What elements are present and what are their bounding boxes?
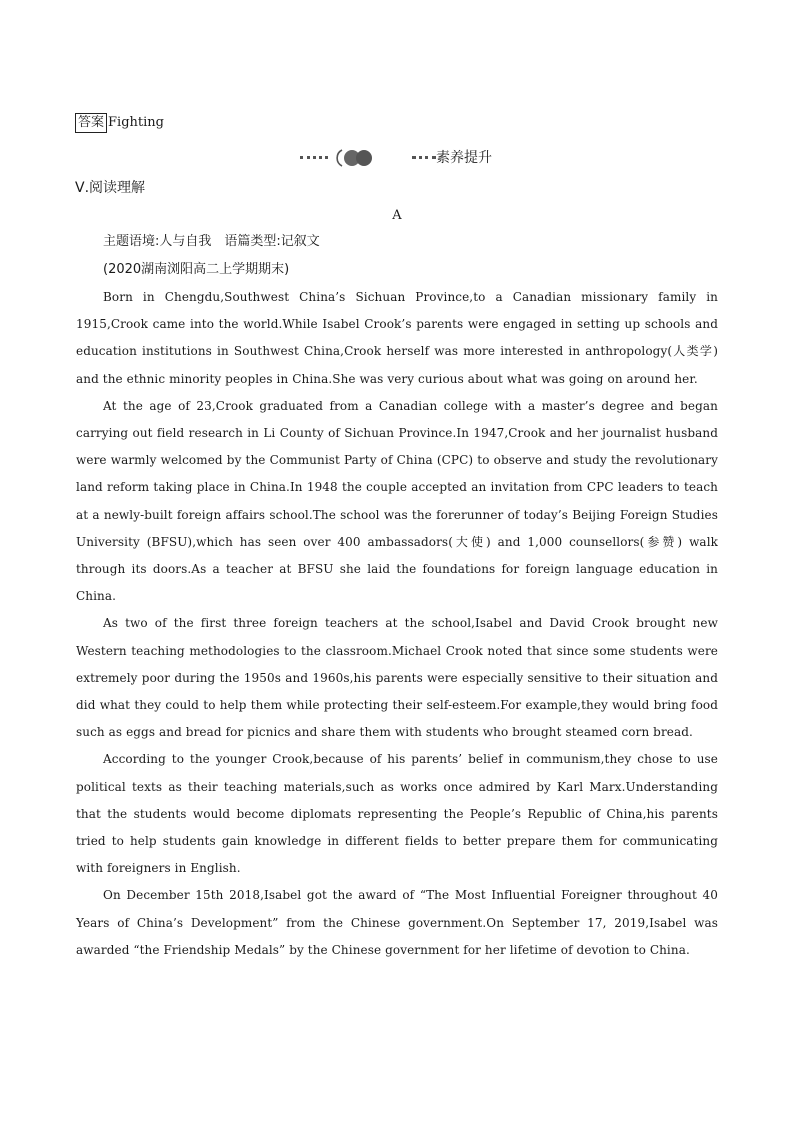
part-label: A — [392, 208, 402, 223]
answer-label: 答案 — [75, 113, 107, 133]
answer-value: Fighting — [108, 115, 164, 130]
passage-paragraph: On December 15th 2018,Isabel got the award of “The Most Influential Foreigner throughout 40 Years of China’s Development” from the Chinese government.On September 17, 2019,Isabel was awarded “the Friendship Medals” by the Chinese government for her lifetime of devotion to China. — [76, 888, 718, 957]
section-label: 素养提升 — [436, 150, 492, 166]
reading-passage — [76, 284, 718, 964]
section-heading: Ⅴ.阅读理解 — [75, 180, 146, 196]
passage-paragraph: As two of the first three foreign teachers at the school,Isabel and David Crook brought new Western teaching methodologies to the classroom.Michael Crook noted that since some students were extremely poor during the 1950s and 1960s,his parents were especially sensitive to their situation and did what they could to help them while protecting their self-esteem.For example,they would bring food such as eggs and bread for picnics and share them with students who brought steamed corn bread. — [76, 616, 718, 740]
theme-line: 主题语境:人与自我 语篇类型:记叙文 — [103, 234, 320, 249]
divider-dots-left — [300, 156, 328, 159]
passage-paragraph: Born in Chengdu,Southwest China’s Sichuan Province,to a Canadian missionary family in 1915,Crook came into the world.While Isabel Crook’s parents were engaged in setting up schools and education institutions in Southwest China,Crook herself was more interested in anthropology(人类学) and the ethnic minority peoples in China.She was very curious about what was going on around her. — [76, 290, 718, 386]
divider-dots-right — [412, 156, 436, 159]
answer-line — [75, 112, 164, 134]
source-line: (2020湖南浏阳高二上学期期末) — [103, 262, 290, 277]
passage-paragraph: According to the younger Crook,because of his parents’ belief in communism,they chose to use political texts as their teaching materials,such as works once admired by Karl Marx.Understanding that the students would become diplomats representing the People’s Republic of China,his parents tried to help students gain knowledge in different fields to better prepare them for communicating with foreigners in English. — [76, 752, 718, 876]
section-divider — [300, 144, 540, 172]
divider-emblem-icon — [334, 146, 378, 170]
passage-paragraph: At the age of 23,Crook graduated from a Canadian college with a master’s degree and began carrying out field research in Li County of Sichuan Province.In 1947,Crook and her journalist husband were warmly welcomed by the Communist Party of China (CPC) to observe and study the revolutionary land reform taking place in China.In 1948 the couple accepted an invitation from CPC leaders to teach at a newly-built foreign affairs school.The school was the forerunner of today’s Beijing Foreign Studies University (BFSU),which has seen over 400 ambassadors(大使) and 1,000 counsellors(参赞) walk through its doors.As a teacher at BFSU she laid the foundations for foreign language education in China. — [76, 398, 718, 604]
